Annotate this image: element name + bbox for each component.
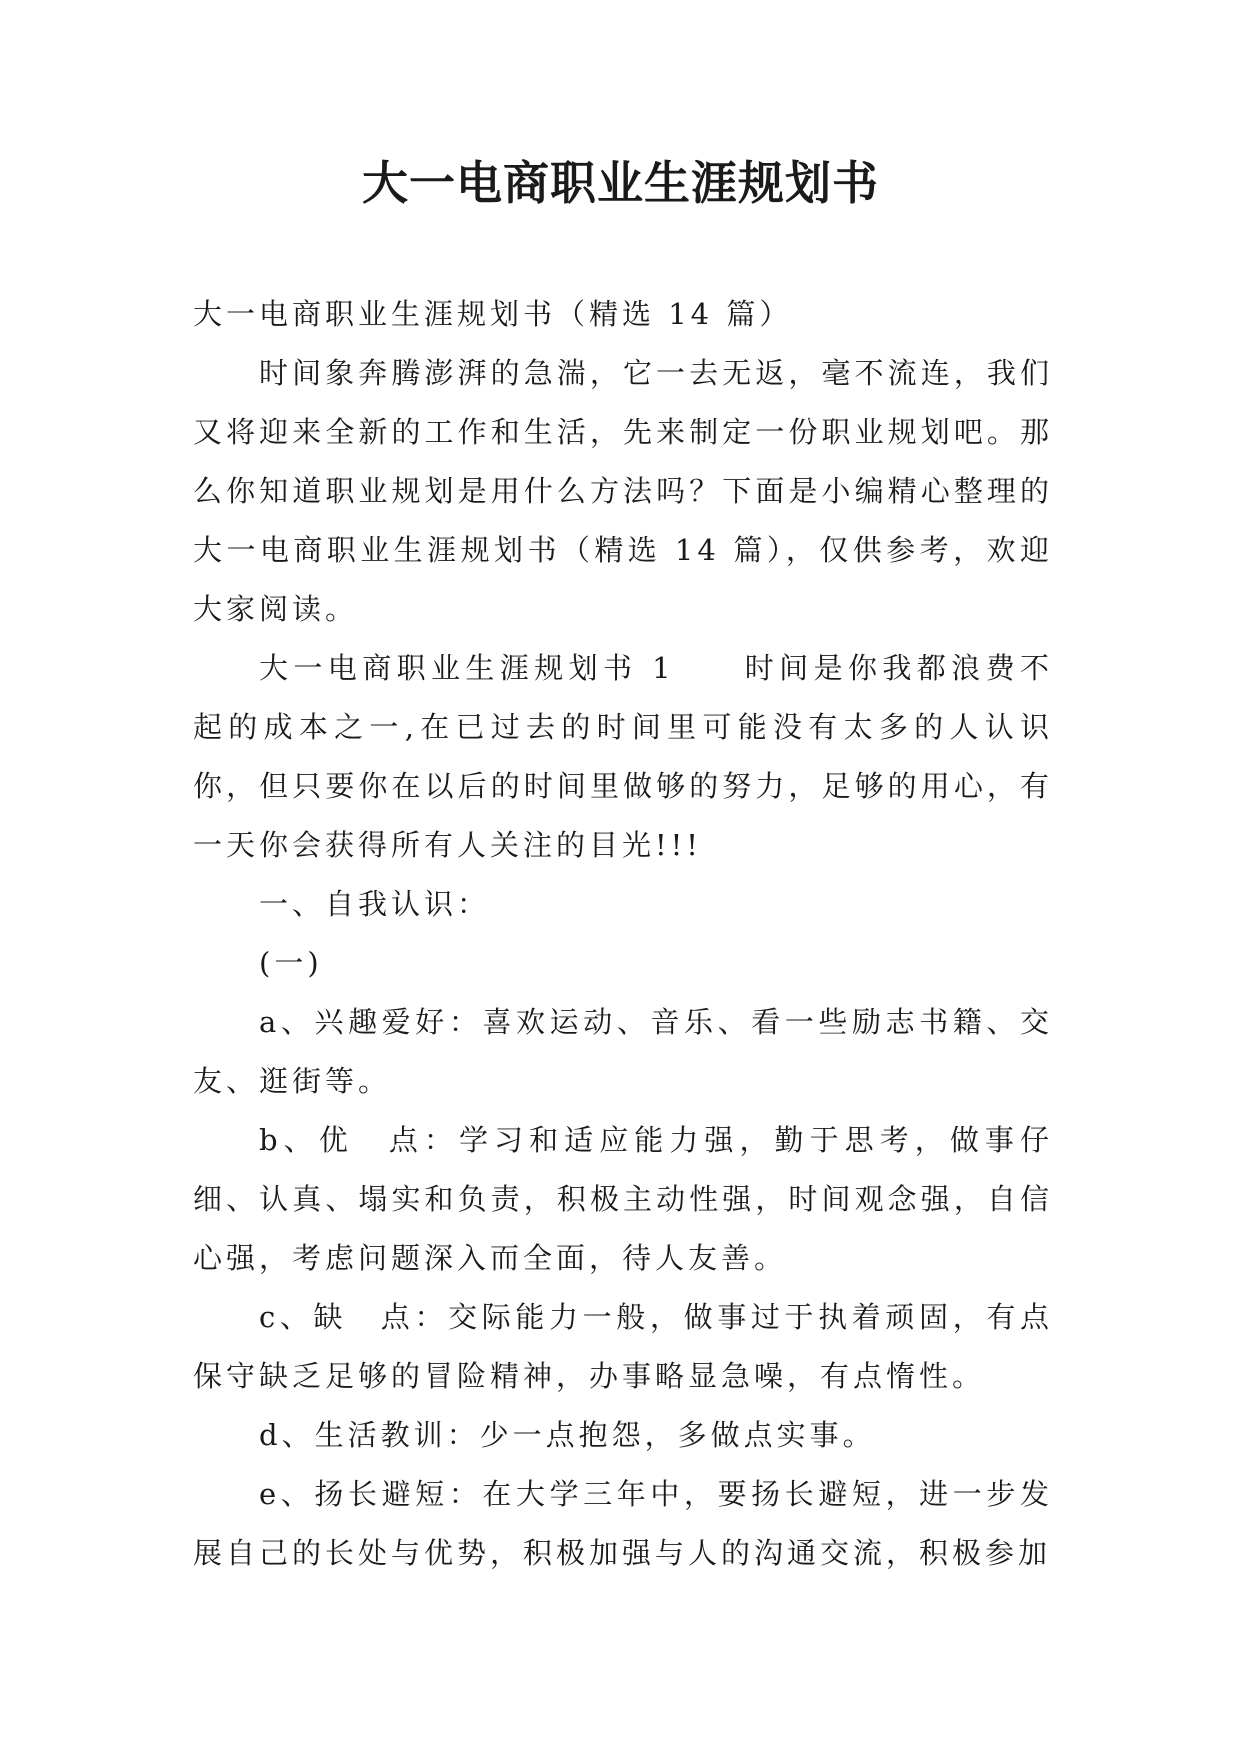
item-e-strengthen: e、扬长避短：在大学三年中，要扬长避短，进一步发展自己的长处与优势，积极加强与人的沟通交流，积极参加 bbox=[193, 1477, 1053, 1570]
subtitle-paragraph: 大一电商职业生涯规划书（精选 14 篇） bbox=[193, 297, 793, 331]
item-d-life-lessons: d、生活教训：少一点抱怨，多做点实事。 bbox=[259, 1418, 876, 1452]
item-a-interests: a、兴趣爱好：喜欢运动、音乐、看一些励志书籍、交友、逛街等。 bbox=[193, 1005, 1053, 1098]
document-body bbox=[193, 285, 1053, 1583]
section-1-paragraph: 大一电商职业生涯规划书 1 时间是你我都浪费不起的成本之一,在已过去的时间里可能没有太多的人认识你，但只要你在以后的时间里做够的努力，足够的用心，有一天你会获得所有人关注的目光!!! bbox=[193, 651, 1053, 862]
document-title: 大一电商职业生涯规划书 bbox=[362, 156, 879, 210]
heading-self-awareness: 一、自我认识： bbox=[259, 887, 491, 921]
subheading-one: (一) bbox=[259, 946, 323, 980]
intro-paragraph: 时间象奔腾澎湃的急湍，它一去无返，毫不流连，我们又将迎来全新的工作和生活，先来制定一份职业规划吧。那么你知道职业规划是用什么方法吗？下面是小编精心整理的大一电商职业生涯规划书（精选 14 篇），仅供参考，欢迎大家阅读。 bbox=[193, 356, 1053, 626]
item-c-weaknesses: c、缺 点：交际能力一般，做事过于执着顽固，有点保守缺乏足够的冒险精神，办事略显急噪，有点惰性。 bbox=[193, 1300, 1053, 1393]
item-b-strengths: b、优 点：学习和适应能力强，勤于思考，做事仔细、认真、塌实和负责，积极主动性强，时间观念强，自信心强，考虑问题深入而全面，待人友善。 bbox=[193, 1123, 1053, 1275]
